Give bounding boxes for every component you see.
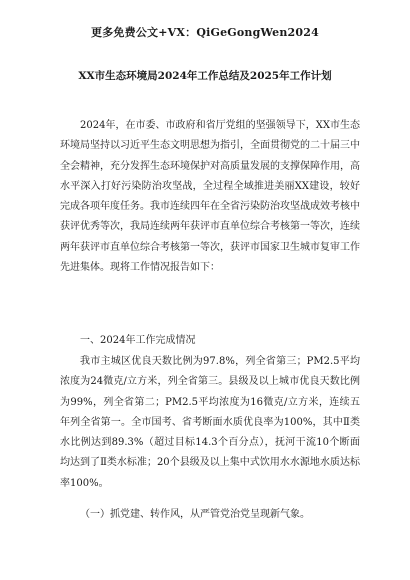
document-title: XX市生态环境局2024年工作总结及2025年工作计划 xyxy=(78,70,332,82)
intro-paragraph: 2024年，在市委、市政府和省厅党组的坚强领导下，XX市生态环境局坚持以习近平生态文明思想为指引，全面贯彻党的二十届三中全会精神，充分发挥生态环境保护对高质量发展的支撑保障作用，高水平深入打好污染防治攻坚战，全过程全域推进美丽XX建设，较好完成各项年度任务。我市连续四年在全省污染防治攻坚战成效考核中获评优秀等次，我局连续两年获评市直单位综合考核第一等次，连续两年获评市直单位综合考核第一等次，获评市国家卫生城市复审工作先进集体。现将工作情况报告如下： xyxy=(60,120,360,274)
page-header: 更多免费公文+VX：QiGeGongWen2024 xyxy=(91,26,319,39)
subsection-heading: （一）抓党建、转作风，从严管党治党呈现新气象。 xyxy=(80,509,310,520)
section-heading: 一、2024年工作完成情况 xyxy=(80,335,196,346)
section-paragraph: 我市主城区优良天数比例为97.8%，列全省第三；PM2.5平均浓度为24微克/立方米，列全省第三。县级及以上城市优良天数比例为99%，列全省第二；PM2.5平均浓度为16微克/立方米，连续五年列全省第一。全市国考、省考断面水质优良率为100%，其中Ⅱ类水比例达到89.3%（超过目标14.3个百分点），抚河干流10个断面均达到了Ⅱ类水标准；20个县级及以上集中式饮用水水源地水质达标率100%。 xyxy=(60,356,360,489)
